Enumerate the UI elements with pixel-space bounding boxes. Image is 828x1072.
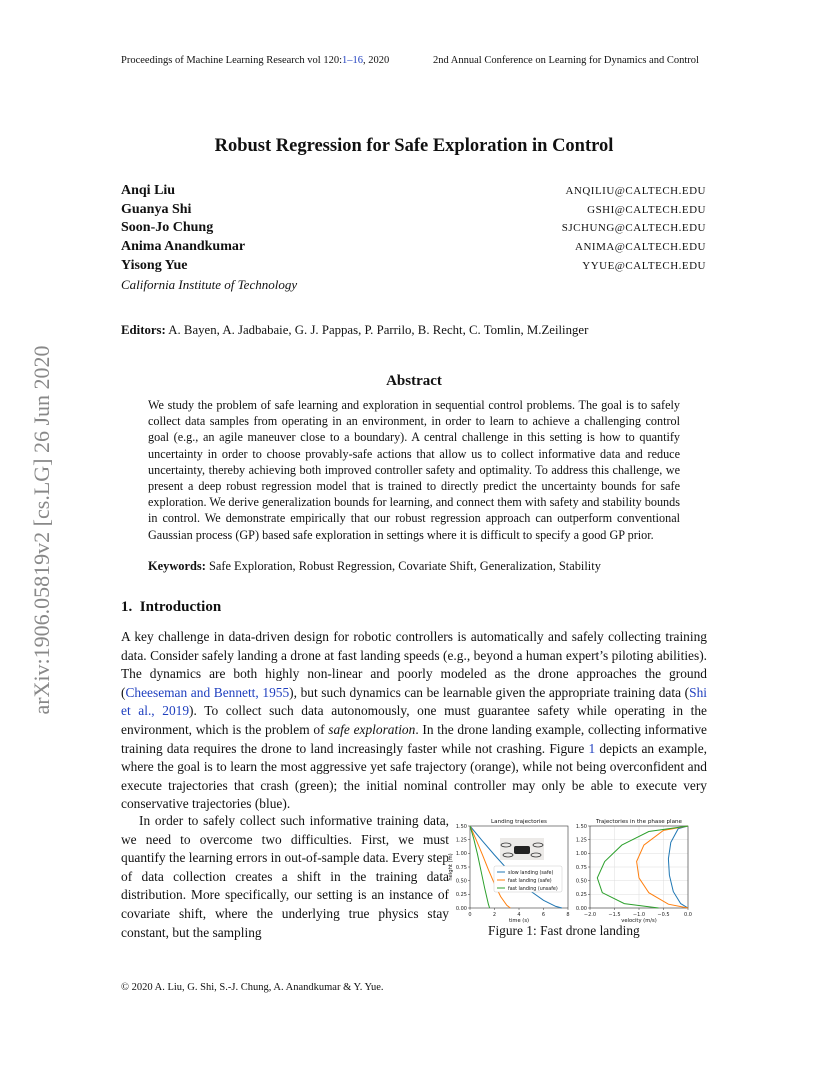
header-venue: Proceedings of Machine Learning Research vol 120: [121,55,343,66]
y-tick-label: 1.25 [455,837,467,844]
author-email: GSHI@CALTECH.EDU [587,204,706,216]
editors-line [121,323,588,338]
x-tick-label: 2 [492,912,497,918]
legend-label: fast landing (unsafe) [508,886,558,892]
running-header-right: 2nd Annual Conference on Learning for Dynamics and Control [433,55,699,66]
chart-title: Landing trajectories [491,819,547,825]
y-tick-label: 0.75 [455,864,467,871]
intro-emphasis: safe exploration [328,721,416,737]
x-tick-label: 4 [517,912,521,918]
x-tick-label: −0.5 [657,912,670,918]
x-axis-label: time (s) [508,918,530,924]
section-number: 1. [121,599,133,615]
y-axis-label: height (m) [448,853,454,881]
keywords-line [148,559,601,574]
author-name: Soon-Jo Chung [121,220,214,235]
y-tick-label: 1.00 [455,851,467,858]
y-tick-label: 0.50 [575,878,587,885]
author-name: Anqi Liu [121,183,176,198]
intro-text: In order to safely collect such informative training data, we need to overcome two difficulties. First, we must quantify the learning errors in out-of-sample data. Every step of data collection creates a shift in the training data distribution. More specifically, our setting is an instance of covariate shift, where the underlying true physics stay constant, but the sampling [121,813,449,940]
paper-title: Robust Regression for Safe Exploration in Control [214,136,614,156]
figure-caption: Figure 1: Fast drone landing [488,923,640,938]
author-email: YYUE@CALTECH.EDU [582,260,706,272]
y-tick-label: 0.25 [575,892,587,899]
y-tick-label: 0.75 [575,864,587,871]
x-tick-label: −1.5 [608,912,621,918]
intro-paragraph-2 [121,812,449,942]
header-pages-link[interactable]: 1–16 [342,55,364,66]
chart-phase-plane [576,819,692,924]
intro-text: ). To collect such data autonomously, one must guarantee safety while operating in the environment, which is the problem of [121,703,707,737]
section-heading [121,599,221,616]
author-email: ANIMA@CALTECH.EDU [575,241,706,253]
legend-label: fast landing (safe) [508,878,552,884]
drone-image [500,838,544,860]
figure-1 [446,816,708,928]
section-title: Introduction [139,599,222,615]
intro-text: A key challenge in data-driven design for robotic controllers is automatically and safely collecting training data. Consider safely landing a drone at fast landing speeds (e.g., beyond a human expert’s piloting abilities). The dynamics are both highly non-linear and poorly modeled as the drone approaches the ground ( [121,629,707,700]
citation-link[interactable]: Cheeseman and Bennett, 1955 [125,684,290,700]
y-tick-label: 1.50 [455,823,467,830]
header-year: , 2020 [363,55,390,66]
author-email: ANQILIU@CALTECH.EDU [565,185,706,197]
author-email: SJCHUNG@CALTECH.EDU [561,222,706,234]
y-tick-label: 0.50 [455,878,467,885]
x-tick-label: 8 [566,912,570,918]
y-tick-label: 1.50 [575,823,587,830]
running-header-left [121,55,389,66]
y-tick-label: 0.00 [575,905,587,912]
x-tick-label: −2.0 [583,912,597,918]
arxiv-stamp [22,300,62,760]
author-name: Anima Anandkumar [121,239,246,254]
keywords-label: Keywords: [148,559,206,573]
abstract-heading: Abstract [386,373,442,389]
intro-text: ), but such dynamics can be learnable given the appropriate training data ( [289,684,690,700]
figure-ref-link[interactable]: 1 [588,740,596,756]
x-tick-label: 0 [468,912,472,918]
citation-link[interactable]: Shi et al., 2019 [121,684,707,719]
affiliation: California Institute of Technology [121,277,298,292]
y-tick-label: 1.00 [575,851,587,858]
intro-text: depicts an example, where the goal is to learn the most aggressive yet safe trajectory (orange), while not being overconfident and execute trajectories that crash (green); the initial nominal controller may only be able to execute very conservative trajectories (blue). [121,740,707,812]
legend [494,866,562,892]
figure-1-charts [446,816,708,928]
editors-label: Editors: [121,323,166,337]
y-tick-label: 0.25 [455,892,467,899]
x-axis-label: velocity (m/s) [621,918,657,924]
footer-copyright: © 2020 A. Liu, G. Shi, S.-J. Chung, A. Anandkumar & Y. Yue. [121,982,384,993]
arxiv-stamp-text: arXiv:1906.05819v2 [cs.LG] 26 Jun 2020 [29,345,54,715]
x-tick-label: 6 [541,912,546,918]
x-tick-label: −1.0 [632,912,646,918]
chart-title: Trajectories in the phase plane [595,819,683,825]
y-tick-label: 0.00 [455,905,467,912]
drone-body [514,846,530,854]
author-name: Guanya Shi [121,202,192,217]
keywords-text: Safe Exploration, Robust Regression, Covariate Shift, Generalization, Stability [208,559,601,573]
chart-landing-trajectories [448,819,570,924]
abstract-text: We study the problem of safe learning and exploration in sequential control problems. The goal is to safely collect data samples from operating in an environment, in order to learn to achieve a challenging control goal (e.g., an agile maneuver close to a boundary). A central challenge in this setting is how to quantify uncertainty in order to choose provably-safe actions that allow us to collect informative data and reduce uncertainty, thereby achieving both improved controller safety and optimality. To address this challenge, we present a deep robust regression model that is trained to directly predict the uncertainty bounds for safe exploration. We derive generalization bounds for learning, and connect them with safety and stability bounds in control. We demonstrate empirically that our robust regression approach can outperform conventional Gaussian process (GP) based safe exploration in settings where it is difficult to specify a good GP prior. [148,398,680,542]
x-tick-label: 0.0 [684,912,692,918]
author-name: Yisong Yue [121,258,188,273]
y-tick-label: 1.25 [575,837,587,844]
intro-text: . In the drone landing example, collecting informative training data requires the drone to land increasingly faster while not crashing. Figure [121,721,707,756]
editors-names: A. Bayen, A. Jadbabaie, G. J. Pappas, P. Parrilo, B. Recht, C. Tomlin, M.Zeilinger [168,323,589,337]
legend-label: slow landing (safe) [508,870,554,876]
intro-paragraph-1 [121,628,707,814]
